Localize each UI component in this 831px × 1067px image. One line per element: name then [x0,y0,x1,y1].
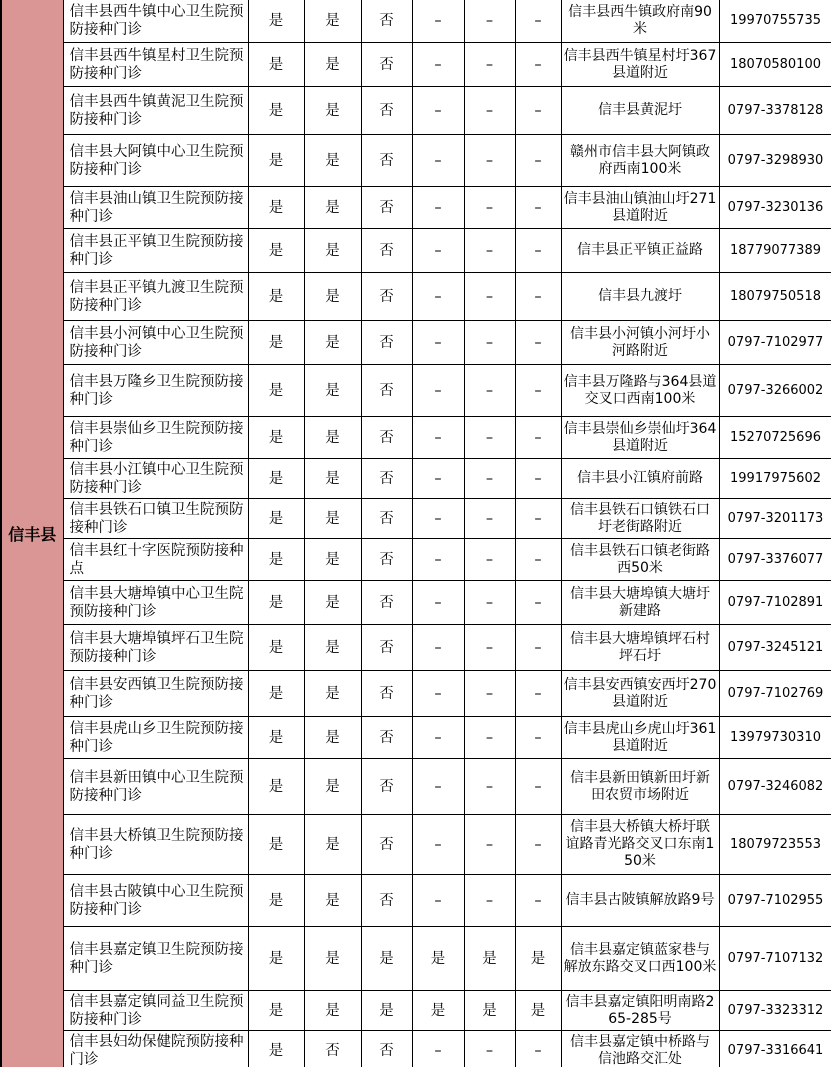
indicator-6: – [515,671,561,717]
indicator-5: – [464,43,515,87]
indicator-2: 是 [304,229,361,273]
indicator-3: 否 [361,87,412,135]
clinic-phone: 0797-3266002 [719,365,831,417]
indicator-1: 是 [248,365,304,417]
indicator-1: 是 [248,187,304,229]
clinic-address: 信丰县大桥镇大桥圩联谊路青光路交叉口东南150米 [561,815,719,875]
indicator-2: 是 [304,991,361,1031]
indicator-5: – [464,759,515,815]
indicator-2: 是 [304,927,361,991]
clinic-name: 信丰县小江镇中心卫生院预防接种门诊 [63,459,248,499]
indicator-6: – [515,321,561,365]
indicator-6: – [515,581,561,625]
clinic-name: 信丰县崇仙乡卫生院预防接种门诊 [63,417,248,459]
clinic-phone: 0797-3245121 [719,625,831,671]
clinic-name: 信丰县正平镇九渡卫生院预防接种门诊 [63,273,248,321]
indicator-6: – [515,539,561,581]
table-row [1,759,831,815]
indicator-1: 是 [248,717,304,759]
indicator-4: – [412,875,464,927]
indicator-1: 是 [248,273,304,321]
indicator-4: – [412,43,464,87]
clinic-phone: 18079723553 [719,815,831,875]
clinic-name: 信丰县嘉定镇同益卫生院预防接种门诊 [63,991,248,1031]
clinic-phone: 0797-3323312 [719,991,831,1031]
table-row [1,717,831,759]
table-row [1,499,831,539]
table-row [1,1031,831,1067]
indicator-1: 是 [248,135,304,187]
clinic-name: 信丰县妇幼保健院预防接种门诊 [63,1031,248,1067]
clinic-address: 信丰县嘉定镇中桥路与信池路交汇处 [561,1031,719,1067]
clinic-address: 信丰县安西镇安西圩270县道附近 [561,671,719,717]
clinic-phone: 0797-7102955 [719,875,831,927]
indicator-1: 是 [248,875,304,927]
clinic-address: 信丰县西牛镇政府南90米 [561,0,719,43]
table-row [1,321,831,365]
clinic-name: 信丰县大塘埠镇中心卫生院预防接种门诊 [63,581,248,625]
indicator-5: – [464,273,515,321]
clinic-address: 赣州市信丰县大阿镇政府西南100米 [561,135,719,187]
indicator-2: 是 [304,417,361,459]
indicator-6: 是 [515,991,561,1031]
indicator-4: – [412,815,464,875]
clinic-address: 信丰县嘉定镇蓝家巷与解放东路交叉口西100米 [561,927,719,991]
indicator-4: – [412,499,464,539]
clinic-address: 信丰县西牛镇星村圩367县道附近 [561,43,719,87]
clinic-name: 信丰县嘉定镇卫生院预防接种门诊 [63,927,248,991]
indicator-1: 是 [248,0,304,43]
indicator-3: 否 [361,759,412,815]
table-row [1,459,831,499]
indicator-2: 是 [304,321,361,365]
indicator-5: – [464,671,515,717]
clinic-phone: 13979730310 [719,717,831,759]
clinic-address: 信丰县黄泥圩 [561,87,719,135]
indicator-2: 是 [304,581,361,625]
clinic-phone: 0797-3201173 [719,499,831,539]
indicator-5: – [464,0,515,43]
indicator-1: 是 [248,1031,304,1067]
indicator-4: 是 [412,991,464,1031]
clinic-address: 信丰县万隆路与364县道交叉口西南100米 [561,365,719,417]
clinic-name: 信丰县万隆乡卫生院预防接种门诊 [63,365,248,417]
clinic-name: 信丰县虎山乡卫生院预防接种门诊 [63,717,248,759]
indicator-1: 是 [248,321,304,365]
clinic-address: 信丰县小江镇府前路 [561,459,719,499]
indicator-3: 否 [361,625,412,671]
indicator-5: – [464,321,515,365]
indicator-4: – [412,135,464,187]
indicator-4: – [412,625,464,671]
indicator-4: – [412,187,464,229]
clinic-name: 信丰县大桥镇卫生院预防接种门诊 [63,815,248,875]
indicator-4: – [412,365,464,417]
indicator-6: – [515,365,561,417]
clinic-phone: 0797-7107132 [719,927,831,991]
clinic-address: 信丰县九渡圩 [561,273,719,321]
indicator-6: – [515,499,561,539]
indicator-4: – [412,581,464,625]
indicator-4: – [412,0,464,43]
indicator-4: 是 [412,927,464,991]
indicator-5: – [464,135,515,187]
clinic-address: 信丰县嘉定镇阳明南路265-285号 [561,991,719,1031]
clinic-name: 信丰县西牛镇黄泥卫生院预防接种门诊 [63,87,248,135]
indicator-1: 是 [248,499,304,539]
table-row [1,927,831,991]
indicator-3: 否 [361,717,412,759]
indicator-1: 是 [248,671,304,717]
clinic-name: 信丰县正平镇卫生院预防接种门诊 [63,229,248,273]
clinic-name: 信丰县大阿镇中心卫生院预防接种门诊 [63,135,248,187]
indicator-6: – [515,0,561,43]
table-row [1,875,831,927]
clinic-address: 信丰县油山镇油山圩271县道附近 [561,187,719,229]
indicator-6: – [515,759,561,815]
clinic-name: 信丰县红十字医院预防接种点 [63,539,248,581]
clinic-name: 信丰县西牛镇中心卫生院预防接种门诊 [63,0,248,43]
table-row [1,365,831,417]
clinic-table-body [1,0,831,1067]
clinic-phone: 0797-3246082 [719,759,831,815]
indicator-3: 否 [361,459,412,499]
indicator-1: 是 [248,625,304,671]
indicator-3: 否 [361,815,412,875]
indicator-3: 否 [361,539,412,581]
indicator-3: 否 [361,0,412,43]
clinic-address: 信丰县虎山乡虎山圩361县道附近 [561,717,719,759]
indicator-2: 是 [304,459,361,499]
clinic-name: 信丰县油山镇卫生院预防接种门诊 [63,187,248,229]
indicator-3: 否 [361,417,412,459]
indicator-4: – [412,87,464,135]
table-row [1,671,831,717]
indicator-5: – [464,417,515,459]
table-row [1,417,831,459]
table-row [1,187,831,229]
indicator-5: – [464,187,515,229]
clinic-address: 信丰县崇仙乡崇仙圩364县道附近 [561,417,719,459]
indicator-5: – [464,875,515,927]
indicator-2: 是 [304,875,361,927]
indicator-3: 是 [361,927,412,991]
clinic-phone: 18079750518 [719,273,831,321]
indicator-6: – [515,187,561,229]
clinic-name: 信丰县大塘埠镇坪石卫生院预防接种门诊 [63,625,248,671]
indicator-2: 否 [304,1031,361,1067]
indicator-3: 否 [361,671,412,717]
indicator-1: 是 [248,229,304,273]
indicator-3: 否 [361,135,412,187]
indicator-5: – [464,1031,515,1067]
clinic-name: 信丰县铁石口镇卫生院预防接种门诊 [63,499,248,539]
indicator-2: 是 [304,539,361,581]
table-row [1,625,831,671]
clinic-phone: 18070580100 [719,43,831,87]
indicator-5: – [464,815,515,875]
indicator-6: – [515,717,561,759]
table-row [1,991,831,1031]
indicator-3: 否 [361,273,412,321]
table-row [1,229,831,273]
county-cell: 信丰县 [1,0,63,1067]
indicator-4: – [412,671,464,717]
clinic-name: 信丰县安西镇卫生院预防接种门诊 [63,671,248,717]
clinic-address: 信丰县新田镇新田圩新田农贸市场附近 [561,759,719,815]
clinic-address: 信丰县小河镇小河圩小河路附近 [561,321,719,365]
indicator-3: 否 [361,1031,412,1067]
indicator-5: 是 [464,927,515,991]
clinic-name: 信丰县古陂镇中心卫生院预防接种门诊 [63,875,248,927]
indicator-1: 是 [248,815,304,875]
clinic-phone: 18779077389 [719,229,831,273]
indicator-6: – [515,135,561,187]
indicator-1: 是 [248,417,304,459]
indicator-3: 否 [361,581,412,625]
indicator-2: 是 [304,365,361,417]
indicator-4: – [412,417,464,459]
indicator-3: 否 [361,187,412,229]
table-row [1,43,831,87]
indicator-5: – [464,87,515,135]
clinic-address: 信丰县铁石口镇老街路西50米 [561,539,719,581]
indicator-6: – [515,875,561,927]
indicator-1: 是 [248,459,304,499]
indicator-3: 否 [361,875,412,927]
indicator-2: 是 [304,671,361,717]
indicator-4: – [412,1031,464,1067]
clinic-phone: 0797-7102977 [719,321,831,365]
indicator-3: 否 [361,229,412,273]
table-row [1,273,831,321]
clinic-address: 信丰县大塘埠镇大塘圩新建路 [561,581,719,625]
table-row [1,581,831,625]
indicator-3: 是 [361,991,412,1031]
indicator-5: – [464,365,515,417]
indicator-5: – [464,539,515,581]
clinic-phone: 0797-3316641 [719,1031,831,1067]
indicator-1: 是 [248,991,304,1031]
indicator-1: 是 [248,87,304,135]
indicator-6: – [515,625,561,671]
indicator-4: – [412,459,464,499]
clinic-phone: 15270725696 [719,417,831,459]
clinic-phone: 0797-7102891 [719,581,831,625]
table-row [1,87,831,135]
indicator-5: – [464,717,515,759]
indicator-4: – [412,321,464,365]
clinic-phone: 0797-3376077 [719,539,831,581]
indicator-6: 是 [515,927,561,991]
clinic-name: 信丰县新田镇中心卫生院预防接种门诊 [63,759,248,815]
indicator-6: – [515,459,561,499]
indicator-2: 是 [304,815,361,875]
indicator-1: 是 [248,581,304,625]
indicator-2: 是 [304,43,361,87]
indicator-6: – [515,229,561,273]
indicator-2: 是 [304,759,361,815]
indicator-4: – [412,539,464,581]
table-row [1,815,831,875]
indicator-1: 是 [248,927,304,991]
table-row [1,0,831,43]
indicator-6: – [515,1031,561,1067]
clinic-phone: 0797-3378128 [719,87,831,135]
table-row [1,135,831,187]
indicator-2: 是 [304,625,361,671]
clinic-phone: 19917975602 [719,459,831,499]
indicator-5: – [464,229,515,273]
indicator-3: 否 [361,365,412,417]
clinic-phone: 19970755735 [719,0,831,43]
clinic-address: 信丰县铁石口镇铁石口圩老街路附近 [561,499,719,539]
indicator-2: 是 [304,499,361,539]
indicator-3: 否 [361,321,412,365]
indicator-6: – [515,273,561,321]
clinic-address: 信丰县正平镇正益路 [561,229,719,273]
indicator-6: – [515,87,561,135]
indicator-2: 是 [304,87,361,135]
indicator-2: 是 [304,0,361,43]
indicator-4: – [412,759,464,815]
indicator-4: – [412,273,464,321]
indicator-4: – [412,717,464,759]
indicator-6: – [515,417,561,459]
clinic-address: 信丰县大塘埠镇坪石村坪石圩 [561,625,719,671]
clinic-name: 信丰县小河镇中心卫生院预防接种门诊 [63,321,248,365]
clinic-phone: 0797-3298930 [719,135,831,187]
indicator-1: 是 [248,539,304,581]
indicator-2: 是 [304,187,361,229]
indicator-6: – [515,43,561,87]
indicator-1: 是 [248,43,304,87]
indicator-3: 否 [361,43,412,87]
indicator-5: 是 [464,991,515,1031]
indicator-1: 是 [248,759,304,815]
indicator-5: – [464,625,515,671]
table-row [1,539,831,581]
indicator-6: – [515,815,561,875]
clinic-phone: 0797-7102769 [719,671,831,717]
clinic-address: 信丰县古陂镇解放路9号 [561,875,719,927]
indicator-3: 否 [361,499,412,539]
indicator-5: – [464,499,515,539]
indicator-5: – [464,459,515,499]
clinic-phone: 0797-3230136 [719,187,831,229]
indicator-2: 是 [304,135,361,187]
indicator-2: 是 [304,273,361,321]
indicator-2: 是 [304,717,361,759]
indicator-5: – [464,581,515,625]
indicator-4: – [412,229,464,273]
clinic-name: 信丰县西牛镇星村卫生院预防接种门诊 [63,43,248,87]
